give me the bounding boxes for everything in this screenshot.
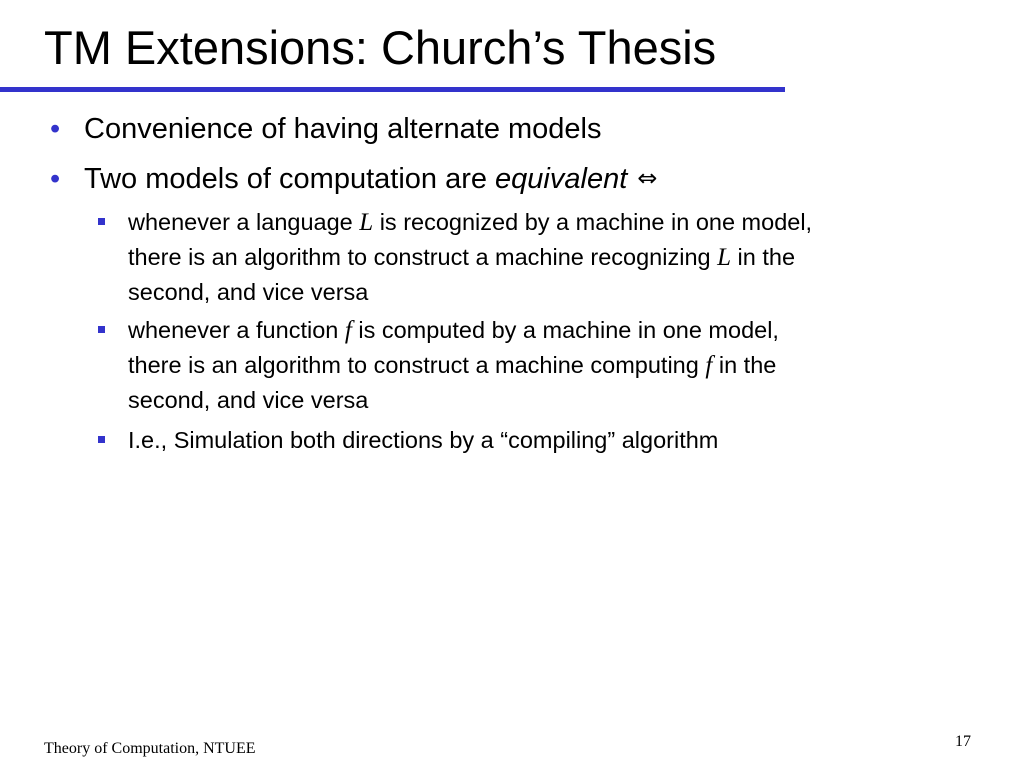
sub-bullet-line: I.e., Simulation both directions by a “compiling” algorithm xyxy=(128,427,719,453)
math-variable: f xyxy=(705,352,713,379)
sub-bullet-line xyxy=(128,240,968,275)
text-fragment: in the xyxy=(712,352,777,378)
math-variable: L xyxy=(717,244,732,271)
slide-title: TM Extensions: Church’s Thesis xyxy=(44,21,717,74)
math-variable: f xyxy=(344,317,352,344)
page-number: 17 xyxy=(955,733,971,750)
sub-bullet-line xyxy=(128,313,968,348)
sub-bullet-line: second, and vice versa xyxy=(128,387,369,413)
square-bullet-icon xyxy=(98,326,105,333)
text-fragment: whenever a language xyxy=(128,209,360,235)
text-fragment: whenever a function xyxy=(128,317,345,343)
sub-bullet-item xyxy=(128,423,968,458)
bullet-text: Convenience of having alternate models xyxy=(84,113,602,145)
bullet-dot-icon: • xyxy=(50,163,61,195)
sub-bullet-line xyxy=(128,348,968,383)
bullet-item xyxy=(50,162,658,197)
sub-bullet-line xyxy=(128,205,968,240)
bullet-text: Two models of computation are xyxy=(84,163,496,195)
double-arrow-icon: ⇔ xyxy=(637,164,658,192)
square-bullet-icon xyxy=(98,436,105,443)
sub-bullet-line: second, and vice versa xyxy=(128,279,369,305)
text-fragment: is recognized by a machine in one model, xyxy=(373,209,813,235)
text-fragment: is computed by a machine in one model, xyxy=(351,317,779,343)
text-fragment: there is an algorithm to construct a machine recognizing xyxy=(128,244,718,270)
title-underline xyxy=(0,87,785,92)
square-bullet-icon xyxy=(98,218,105,225)
sub-bullet-item xyxy=(128,313,968,418)
sub-bullet-item xyxy=(128,205,968,310)
bullet-item xyxy=(50,112,602,146)
text-fragment: there is an algorithm to construct a machine computing xyxy=(128,352,706,378)
math-variable: L xyxy=(359,209,374,236)
text-fragment: in the xyxy=(731,244,796,270)
bullet-dot-icon: • xyxy=(50,113,61,145)
footer-course: Theory of Computation, NTUEE xyxy=(44,740,256,757)
emphasis-equivalent: equivalent xyxy=(495,163,628,195)
